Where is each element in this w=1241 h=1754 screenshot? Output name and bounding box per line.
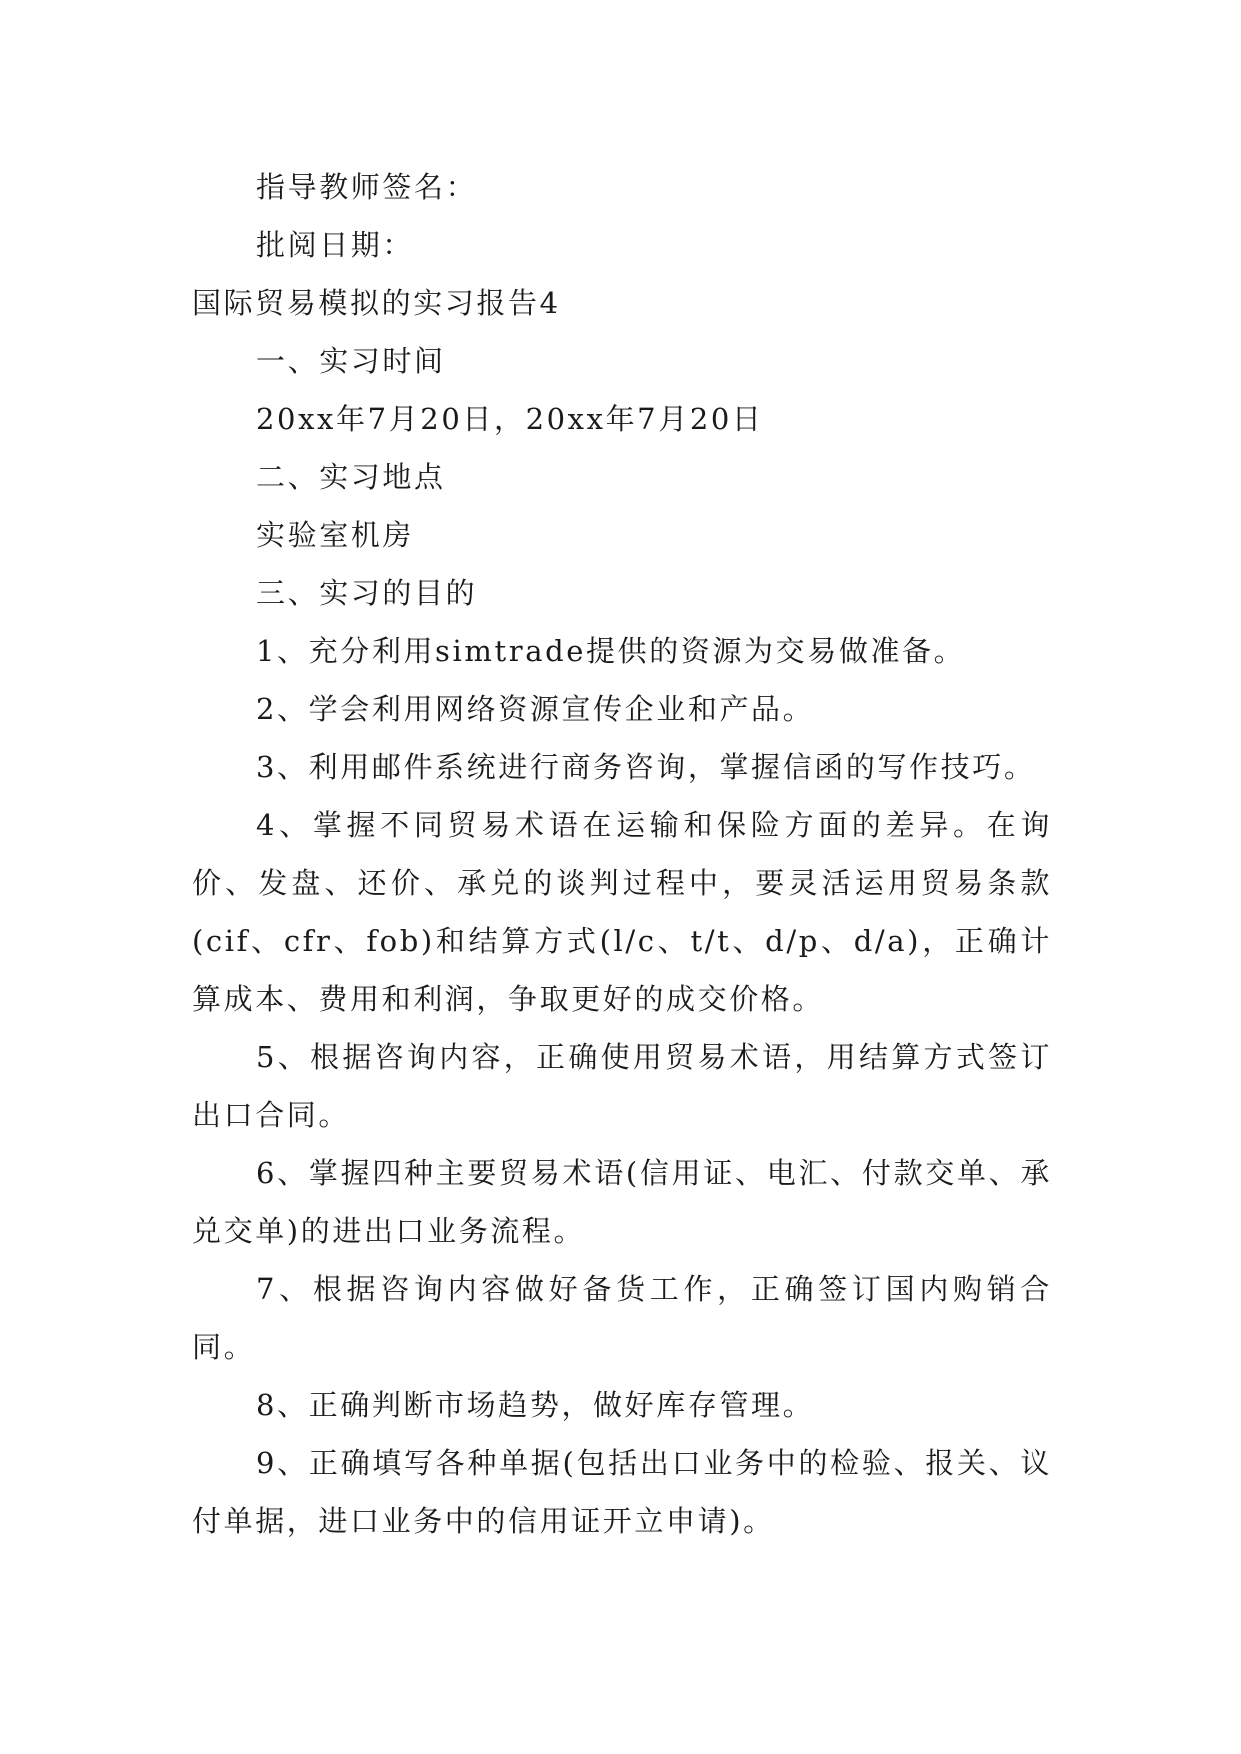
purpose-item-8: 8、正确判断市场趋势，做好库存管理。 (256, 1388, 815, 1422)
purpose-item-2: 2、学会利用网络资源宣传企业和产品。 (256, 692, 815, 726)
purpose-item-6: 6、掌握四种主要贸易术语(信用证、电汇、付款交单、承兑交单)的进出口业务流程。 (192, 1156, 1052, 1248)
purpose-item-5: 5、根据咨询内容，正确使用贸易术语，用结算方式签订出口合同。 (192, 1040, 1052, 1132)
instructor-signature-line: 指导教师签名： (256, 170, 478, 204)
internship-place-value: 实验室机房 (256, 518, 415, 552)
purpose-item-4: 4、掌握不同贸易术语在运输和保险方面的差异。在询价、发盘、还价、承兑的谈判过程中，要灵活运用贸易条款(cif、cfr、fob)和结算方式(l/c、t/t、d/p、d/a)，正确计算成本、费用和利润，争取更好的成交价格。 (192, 808, 1052, 1016)
report-title: 国际贸易模拟的实习报告4 (192, 286, 561, 320)
section-heading-purpose: 三、实习的目的 (256, 576, 478, 610)
purpose-item-9: 9、正确填写各种单据(包括出口业务中的检验、报关、议付单据，进口业务中的信用证开立申请)。 (192, 1446, 1052, 1538)
document-body (192, 158, 1052, 1550)
purpose-item-7: 7、根据咨询内容做好备货工作，正确签订国内购销合同。 (192, 1272, 1052, 1364)
review-date-line: 批阅日期： (256, 228, 415, 262)
purpose-item-3: 3、利用邮件系统进行商务咨询，掌握信函的写作技巧。 (256, 750, 1036, 784)
section-heading-place: 二、实习地点 (256, 460, 446, 494)
purpose-item-1: 1、充分利用simtrade提供的资源为交易做准备。 (256, 634, 966, 668)
internship-time-value: 20xx年7月20日，20xx年7月20日 (256, 402, 764, 436)
section-heading-time: 一、实习时间 (256, 344, 446, 378)
